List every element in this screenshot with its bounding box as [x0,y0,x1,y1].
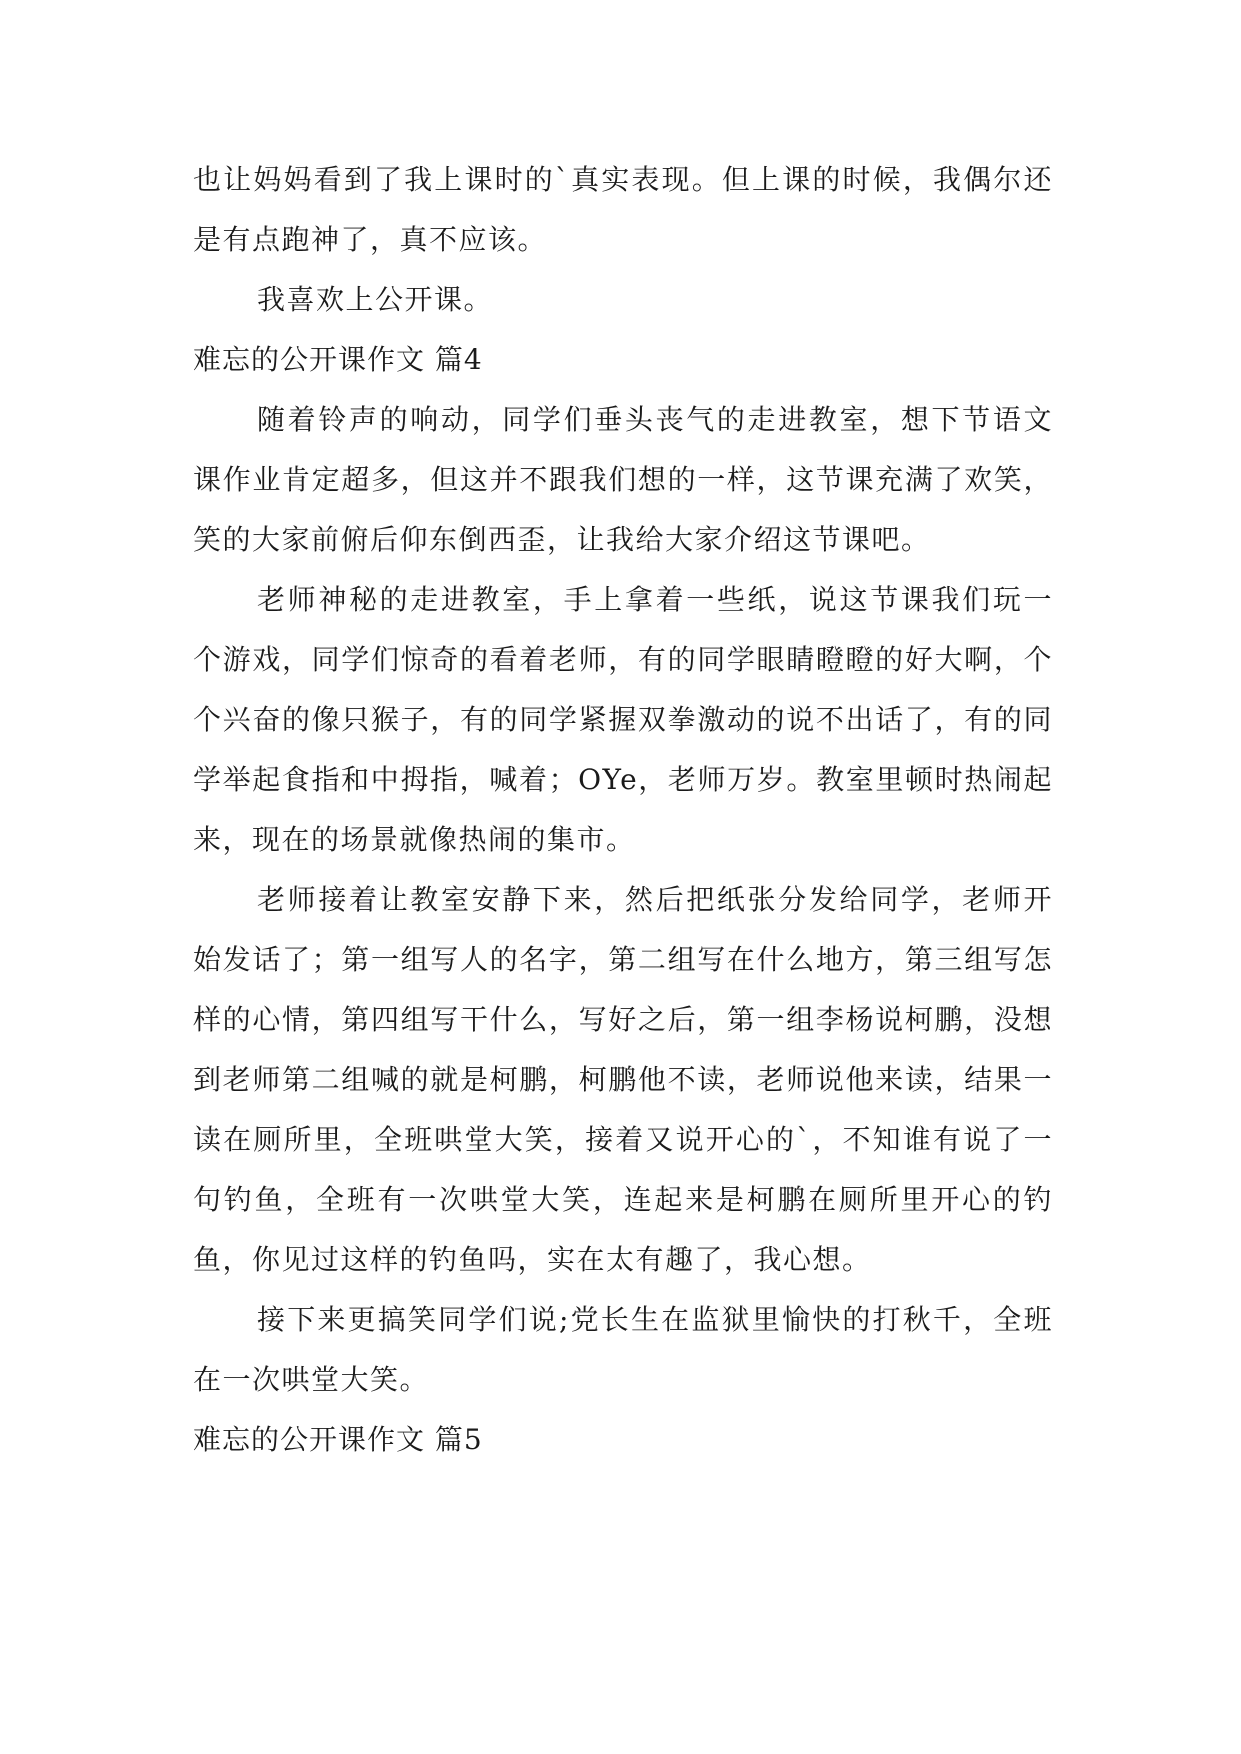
paragraph: 老师神秘的走进教室，手上拿着一些纸，说这节课我们玩一个游戏，同学们惊奇的看着老师，有的同学眼睛瞪瞪的好大啊，个个兴奋的像只猴子，有的同学紧握双拳激动的说不出话了，有的同学举起食指和中拇指，喊着；OYe，老师万岁。教室里顿时热闹起来，现在的场景就像热闹的集市。 [193,583,1053,856]
section-heading: 难忘的公开课作文 篇5 [193,1423,483,1456]
paragraph: 我喜欢上公开课。 [257,283,494,316]
paragraph: 随着铃声的响动，同学们垂头丧气的走进教室，想下节语文课作业肯定超多，但这并不跟我们想的一样，这节课充满了欢笑，笑的大家前俯后仰东倒西歪，让我给大家介绍这节课吧。 [193,403,1053,556]
section-heading: 难忘的公开课作文 篇4 [193,343,483,376]
paragraph: 也让妈妈看到了我上课时的`真实表现。但上课的时候，我偶尔还是有点跑神了，真不应该。 [193,163,1053,256]
paragraph: 接下来更搞笑同学们说;党长生在监狱里愉快的打秋千，全班在一次哄堂大笑。 [193,1303,1053,1396]
paragraph: 老师接着让教室安静下来，然后把纸张分发给同学，老师开始发话了；第一组写人的名字，第二组写在什么地方，第三组写怎样的心情，第四组写干什么，写好之后，第一组李杨说柯鹏，没想到老师第二组喊的就是柯鹏，柯鹏他不读，老师说他来读，结果一读在厕所里，全班哄堂大笑，接着又说开心的`，不知谁有说了一句钓鱼，全班有一次哄堂大笑，连起来是柯鹏在厕所里开心的钓鱼，你见过这样的钓鱼吗，实在太有趣了，我心想。 [193,883,1053,1276]
document-page [193,150,1053,1470]
